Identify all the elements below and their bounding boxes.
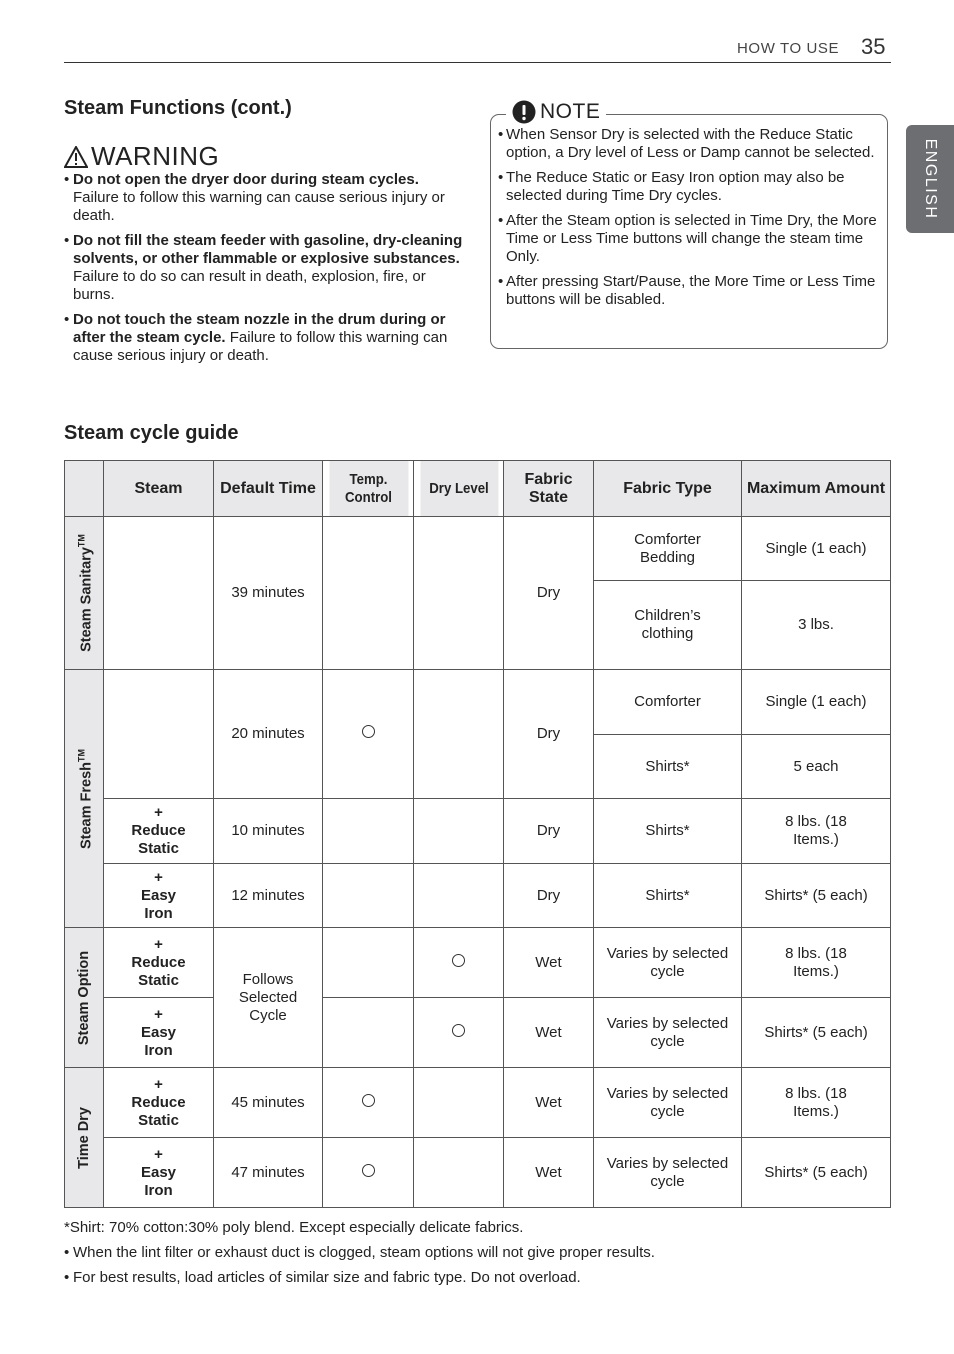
corner-cell: [65, 461, 104, 517]
cell-steam: [104, 517, 214, 670]
cell-fabric-type: Children’s clothing: [594, 581, 742, 670]
cell-fabric-type: Varies by selected cycle: [594, 1138, 742, 1208]
cell-temp: [323, 1138, 414, 1208]
cell-fabric-type: Varies by selected cycle: [594, 998, 742, 1068]
cell-dry-level: [414, 928, 504, 998]
note-heading: [506, 100, 606, 124]
col-maximum-amount: Maximum Amount: [742, 461, 891, 517]
col-steam: Steam: [104, 461, 214, 517]
cell-fabric-state: Dry: [504, 799, 594, 864]
available-circle-icon: [452, 1024, 465, 1037]
group-steam-fresh: Steam Fresh™: [65, 670, 104, 928]
cell-fabric-type: Varies by selected cycle: [594, 1068, 742, 1138]
table-row: [65, 1068, 891, 1138]
group-time-dry: Time Dry: [65, 1068, 104, 1208]
cell-time: 47 minutes: [214, 1138, 323, 1208]
warning-triangle-icon: [64, 146, 88, 168]
warning-item: • Do not open the dryer door during steam cycles. Failure to follow this warning can cause serious injury or death.: [64, 171, 468, 225]
cell-dry-level: [414, 998, 504, 1068]
cell-amount: Shirts* (5 each): [742, 1138, 891, 1208]
group-steam-sanitary: Steam Sanitary™: [65, 517, 104, 670]
cell-fabric-state: Dry: [504, 864, 594, 928]
footnote-item: • When the lint filter or exhaust duct is clogged, steam options will not give proper results.: [64, 1244, 864, 1262]
cell-amount: 5 each: [742, 735, 891, 799]
cell-fabric-type: Varies by selected cycle: [594, 928, 742, 998]
available-circle-icon: [362, 725, 375, 738]
table-row: [65, 928, 891, 998]
cell-amount: Single (1 each): [742, 670, 891, 735]
cell-time: 45 minutes: [214, 1068, 323, 1138]
warning-item: • Do not fill the steam feeder with gasoline, dry-cleaning solvents, or other flammable or explosive substances. Failure to do so can result in death, explosion, fire, or burns.: [64, 232, 468, 304]
note-item: • The Reduce Static or Easy Iron option may also be selected during Time Dry cycles.: [497, 169, 881, 205]
footnote-item: • For best results, load articles of similar size and fabric type. Do not overload.: [64, 1269, 864, 1287]
table-row: [65, 1138, 891, 1208]
cell-fabric-state: Dry: [504, 517, 594, 670]
cell-dry-level: [414, 864, 504, 928]
exclamation-icon: [512, 100, 536, 124]
available-circle-icon: [362, 1094, 375, 1107]
col-dry-level: Dry Level: [419, 461, 498, 517]
cell-fabric-type: Shirts*: [594, 864, 742, 928]
language-tab: [906, 125, 954, 233]
warning-list: [64, 171, 468, 372]
cell-dry-level: [414, 1068, 504, 1138]
cell-amount: Shirts* (5 each): [742, 998, 891, 1068]
group-steam-option: Steam Option: [65, 928, 104, 1068]
available-circle-icon: [362, 1164, 375, 1177]
cell-fabric-type: Comforter Bedding: [594, 517, 742, 581]
available-circle-icon: [452, 954, 465, 967]
cell-dry-level: [414, 517, 504, 670]
cell-dry-level: [414, 670, 504, 799]
cell-dry-level: [414, 799, 504, 864]
cell-temp: [323, 799, 414, 864]
cell-time: 12 minutes: [214, 864, 323, 928]
cell-time: 20 minutes: [214, 670, 323, 799]
cell-steam: + Reduce Static: [104, 928, 214, 998]
steam-cycle-table: [64, 460, 891, 1208]
page-number: 35: [861, 34, 886, 59]
table-row: [65, 670, 891, 735]
cell-time: 10 minutes: [214, 799, 323, 864]
guide-heading: Steam cycle guide: [64, 422, 239, 444]
header-divider: [64, 62, 891, 63]
cell-time: Follows Selected Cycle: [214, 928, 323, 1068]
cell-fabric-state: Wet: [504, 998, 594, 1068]
cell-steam: + Reduce Static: [104, 1068, 214, 1138]
cell-amount: 8 lbs. (18 Items.): [742, 928, 891, 998]
col-fabric-state: Fabric State: [504, 461, 594, 517]
cell-fabric-state: Dry: [504, 670, 594, 799]
cell-time: 39 minutes: [214, 517, 323, 670]
cell-temp: [323, 928, 414, 998]
cell-fabric-state: Wet: [504, 1068, 594, 1138]
section-heading: Steam Functions (cont.): [64, 97, 292, 119]
warning-title: WARNING: [91, 141, 220, 171]
cell-steam: + Easy Iron: [104, 1138, 214, 1208]
cell-steam: + Easy Iron: [104, 864, 214, 928]
language-label: ENGLISH: [922, 138, 939, 220]
cell-temp: [323, 1068, 414, 1138]
cell-amount: 3 lbs.: [742, 581, 891, 670]
cell-steam: [104, 670, 214, 799]
cell-amount: Shirts* (5 each): [742, 864, 891, 928]
table-row: [65, 998, 891, 1068]
note-list: [497, 126, 881, 316]
footnote-list: [64, 1244, 864, 1287]
table-row: [65, 517, 891, 581]
cell-fabric-state: Wet: [504, 1138, 594, 1208]
section-label: HOW TO USE: [737, 40, 840, 57]
table-row: [65, 799, 891, 864]
col-default-time: Default Time: [214, 461, 323, 517]
cell-temp: [323, 998, 414, 1068]
cell-fabric-type: Shirts*: [594, 735, 742, 799]
cell-fabric-state: Wet: [504, 928, 594, 998]
cell-temp: [323, 670, 414, 799]
cell-amount: 8 lbs. (18 Items.): [742, 1068, 891, 1138]
cell-fabric-type: Shirts*: [594, 799, 742, 864]
note-item: • When Sensor Dry is selected with the Reduce Static option, a Dry level of Less or Damp cannot be selected.: [497, 126, 881, 162]
cell-steam: + Reduce Static: [104, 799, 214, 864]
cell-fabric-type: Comforter: [594, 670, 742, 735]
cell-temp: [323, 864, 414, 928]
col-fabric-type: Fabric Type: [594, 461, 742, 517]
col-temp-control: Temp. Control: [328, 461, 408, 517]
cell-steam: + Easy Iron: [104, 998, 214, 1068]
note-item: • After the Steam option is selected in Time Dry, the More Time or Less Time buttons will change the steam time Only.: [497, 212, 881, 266]
warning-item: • Do not touch the steam nozzle in the drum during or after the steam cycle. Failure to follow this warning can cause serious injury or death.: [64, 311, 468, 365]
footnote-shirt: *Shirt: 70% cotton:30% poly blend. Except especially delicate fabrics.: [64, 1219, 524, 1236]
cell-amount: Single (1 each): [742, 517, 891, 581]
cell-amount: 8 lbs. (18 Items.): [742, 799, 891, 864]
table-header-row: [65, 461, 891, 517]
note-item: • After pressing Start/Pause, the More Time or Less Time buttons will be disabled.: [497, 273, 881, 309]
warning-heading: [64, 141, 219, 172]
cell-dry-level: [414, 1138, 504, 1208]
cell-temp: [323, 517, 414, 670]
note-title: NOTE: [540, 100, 601, 123]
table-row: [65, 864, 891, 928]
